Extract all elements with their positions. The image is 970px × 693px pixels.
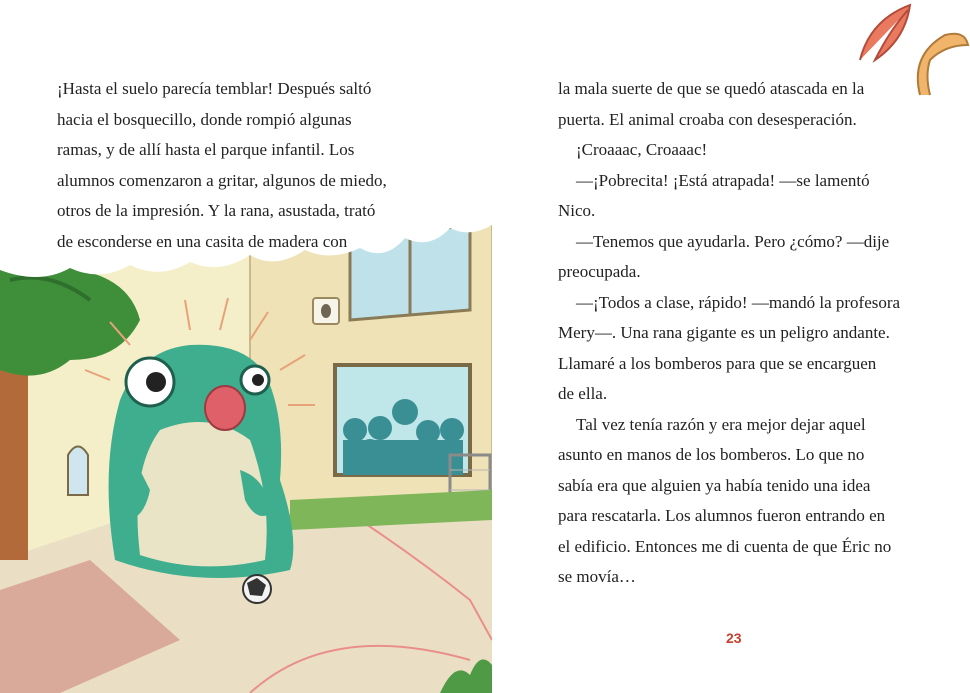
right-text-line: Tal vez tenía razón y era mejor dejar aquel (576, 414, 866, 434)
right-text-line: preocupada. (558, 262, 641, 281)
right-text-line: —¡Todos a clase, rápido! —mandó la profesora (576, 292, 901, 312)
left-text-line: otros de la impresión. Y la rana, asustada, trató (57, 201, 376, 220)
right-text-line: asunto en manos de los bomberos. Lo que no (558, 445, 865, 464)
right-text-line: Llamaré a los bomberos para que se encarguen (558, 353, 877, 373)
left-text-line: de esconderse en una casita de madera con (57, 231, 348, 251)
left-text-line: alumnos comenzaron a gritar, algunos de miedo, (57, 170, 387, 190)
right-text-line: Nico. (558, 201, 596, 220)
right-text-line: ¡Croaaac, Croaaac! (576, 140, 708, 159)
right-text-line: la mala suerte de que se quedó atascada en la (558, 79, 865, 98)
right-text-line: se movía… (558, 567, 636, 586)
right-text-line: de ella. (558, 384, 608, 403)
right-text-line: sabía era que alguien ya había tenido una idea (558, 475, 871, 495)
left-page-text (57, 74, 457, 257)
left-text-line: ramas, y de allí hasta el parque infantil. Los (57, 140, 355, 159)
right-text-line: para rescatarla. Los alumnos fueron entrando en (558, 506, 886, 525)
left-text-line: hacia el bosquecillo, donde rompió algunas (57, 109, 352, 129)
page-number: 23 (726, 630, 742, 646)
right-page (492, 0, 970, 693)
right-text-line: puerta. El animal croaba con desesperación. (558, 109, 857, 129)
right-text-line: el edificio. Entonces me di cuenta de que Éric no (558, 536, 892, 556)
right-page-text (558, 74, 958, 593)
right-text-line: Mery—. Una rana gigante es un peligro andante. (558, 323, 890, 342)
left-text-line: ¡Hasta el suelo parecía temblar! Después saltó (57, 79, 372, 98)
right-text-line: —¡Pobrecita! ¡Está atrapada! —se lamentó (576, 170, 870, 190)
right-text-line: —Tenemos que ayudarla. Pero ¿cómo? —dije (576, 231, 890, 251)
